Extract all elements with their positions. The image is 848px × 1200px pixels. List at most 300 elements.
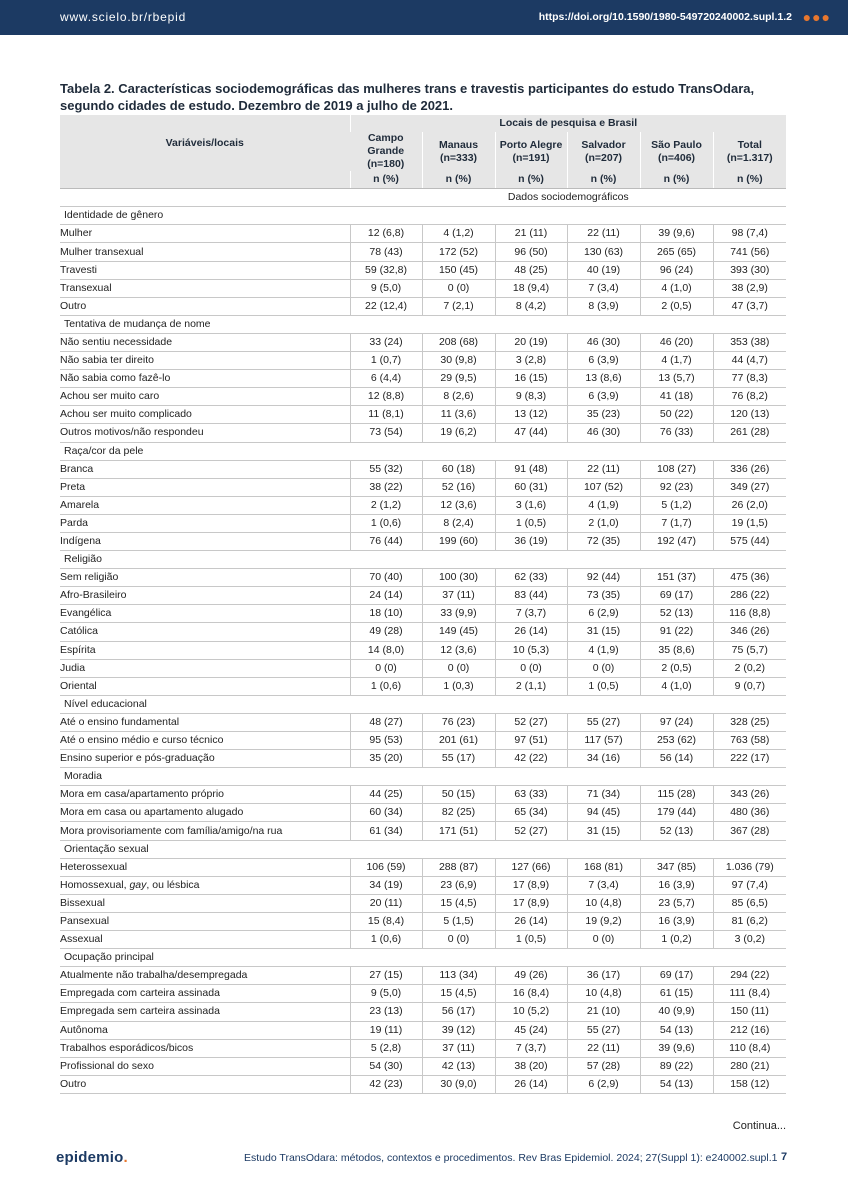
table-row: [60, 985, 786, 1003]
subheader-row: [60, 189, 786, 207]
table-row: [60, 1075, 786, 1093]
value-cell: 1 (0,2): [640, 931, 713, 949]
value-cell: 55 (32): [350, 460, 422, 478]
value-cell: 113 (34): [422, 967, 495, 985]
value-cell: 38 (2,9): [713, 279, 786, 297]
value-cell: 97 (24): [640, 713, 713, 731]
subheader-blank-cell: [60, 189, 350, 207]
value-cell: 353 (38): [713, 333, 786, 351]
np-label: n (%): [350, 171, 422, 189]
row-label: Pansexual: [60, 912, 350, 930]
value-cell: 29 (9,5): [422, 370, 495, 388]
table-row: [60, 659, 786, 677]
value-cell: 52 (16): [422, 478, 495, 496]
table-row: [60, 1039, 786, 1057]
value-cell: 763 (58): [713, 732, 786, 750]
value-cell: 55 (27): [567, 713, 640, 731]
section-row: [60, 768, 786, 786]
row-label: Profissional do sexo: [60, 1057, 350, 1075]
value-cell: 22 (11): [567, 460, 640, 478]
table-row: [60, 460, 786, 478]
value-cell: 208 (68): [422, 333, 495, 351]
table-row: [60, 514, 786, 532]
row-label: Judia: [60, 659, 350, 677]
value-cell: 100 (30): [422, 569, 495, 587]
value-cell: 42 (23): [350, 1075, 422, 1093]
value-cell: 60 (31): [495, 478, 567, 496]
value-cell: 83 (44): [495, 587, 567, 605]
value-cell: 115 (28): [640, 786, 713, 804]
value-cell: 21 (11): [495, 225, 567, 243]
value-cell: 7 (3,7): [495, 1039, 567, 1057]
section-title: Identidade de gênero: [60, 207, 786, 225]
table-row: [60, 370, 786, 388]
value-cell: 2 (0,2): [713, 659, 786, 677]
section-row: [60, 315, 786, 333]
row-label: Não sabia como fazê-lo: [60, 370, 350, 388]
value-cell: 57 (28): [567, 1057, 640, 1075]
journal-url[interactable]: www.scielo.br/rbepid: [60, 10, 187, 24]
value-cell: 5 (1,5): [422, 912, 495, 930]
value-cell: 0 (0): [350, 659, 422, 677]
value-cell: 107 (52): [567, 478, 640, 496]
value-cell: 1.036 (79): [713, 858, 786, 876]
table-row: [60, 912, 786, 930]
value-cell: 261 (28): [713, 424, 786, 442]
value-cell: 91 (48): [495, 460, 567, 478]
value-cell: 4 (1,7): [640, 352, 713, 370]
table-row: [60, 804, 786, 822]
value-cell: 2 (1,1): [495, 677, 567, 695]
locations-header: Locais de pesquisa e Brasil: [350, 115, 786, 132]
value-cell: 741 (56): [713, 243, 786, 261]
value-cell: 265 (65): [640, 243, 713, 261]
table-row: [60, 388, 786, 406]
value-cell: 9 (5,0): [350, 985, 422, 1003]
value-cell: 78 (43): [350, 243, 422, 261]
value-cell: 6 (2,9): [567, 1075, 640, 1093]
section-title: Moradia: [60, 768, 786, 786]
row-label: Católica: [60, 623, 350, 641]
value-cell: 15 (4,5): [422, 894, 495, 912]
value-cell: 0 (0): [422, 931, 495, 949]
value-cell: 31 (15): [567, 623, 640, 641]
value-cell: 116 (8,8): [713, 605, 786, 623]
value-cell: 12 (3,6): [422, 641, 495, 659]
value-cell: 65 (34): [495, 804, 567, 822]
value-cell: 71 (34): [567, 786, 640, 804]
top-banner: [0, 0, 848, 35]
value-cell: 0 (0): [495, 659, 567, 677]
value-cell: 168 (81): [567, 858, 640, 876]
value-cell: 46 (30): [567, 333, 640, 351]
row-label: Evangélica: [60, 605, 350, 623]
table-row: [60, 478, 786, 496]
value-cell: 21 (10): [567, 1003, 640, 1021]
row-label: Travesti: [60, 261, 350, 279]
table-row: [60, 931, 786, 949]
value-cell: 94 (45): [567, 804, 640, 822]
row-label: Até o ensino fundamental: [60, 713, 350, 731]
value-cell: 127 (66): [495, 858, 567, 876]
value-cell: 1 (0,7): [350, 352, 422, 370]
value-cell: 92 (44): [567, 569, 640, 587]
table-row: [60, 587, 786, 605]
value-cell: 10 (5,2): [495, 1003, 567, 1021]
row-label: Trabalhos esporádicos/bicos: [60, 1039, 350, 1057]
value-cell: 33 (24): [350, 333, 422, 351]
value-cell: 349 (27): [713, 478, 786, 496]
table-row: [60, 605, 786, 623]
value-cell: 12 (3,6): [422, 496, 495, 514]
value-cell: 36 (19): [495, 532, 567, 550]
table-row: [60, 297, 786, 315]
value-cell: 33 (9,9): [422, 605, 495, 623]
value-cell: 23 (6,9): [422, 876, 495, 894]
table-row: [60, 424, 786, 442]
section-title: Ocupação principal: [60, 949, 786, 967]
value-cell: 59 (32,8): [350, 261, 422, 279]
subheader-label: Dados sociodemográficos: [350, 189, 786, 207]
np-label: n (%): [640, 171, 713, 189]
value-cell: 2 (0,5): [640, 297, 713, 315]
row-label: Afro-Brasileiro: [60, 587, 350, 605]
value-cell: 75 (5,7): [713, 641, 786, 659]
value-cell: 69 (17): [640, 587, 713, 605]
value-cell: 76 (33): [640, 424, 713, 442]
value-cell: 9 (8,3): [495, 388, 567, 406]
value-cell: 393 (30): [713, 261, 786, 279]
value-cell: 575 (44): [713, 532, 786, 550]
value-cell: 0 (0): [567, 659, 640, 677]
value-cell: 98 (7,4): [713, 225, 786, 243]
value-cell: 26 (14): [495, 1075, 567, 1093]
value-cell: 34 (19): [350, 876, 422, 894]
row-label: Sem religião: [60, 569, 350, 587]
value-cell: 10 (4,8): [567, 894, 640, 912]
continued-note: Continua...: [732, 1120, 786, 1132]
value-cell: 61 (15): [640, 985, 713, 1003]
value-cell: 347 (85): [640, 858, 713, 876]
value-cell: 77 (8,3): [713, 370, 786, 388]
section-row: [60, 551, 786, 569]
value-cell: 149 (45): [422, 623, 495, 641]
value-cell: 63 (33): [495, 786, 567, 804]
value-cell: 0 (0): [422, 659, 495, 677]
value-cell: 328 (25): [713, 713, 786, 731]
table-row: [60, 532, 786, 550]
value-cell: 150 (11): [713, 1003, 786, 1021]
table-row: [60, 243, 786, 261]
value-cell: 40 (19): [567, 261, 640, 279]
table-row: [60, 261, 786, 279]
value-cell: 60 (34): [350, 804, 422, 822]
value-cell: 192 (47): [640, 532, 713, 550]
row-label: Transexual: [60, 279, 350, 297]
row-label: Ensino superior e pós-graduação: [60, 750, 350, 768]
row-label: Preta: [60, 478, 350, 496]
value-cell: 22 (11): [567, 1039, 640, 1057]
value-cell: 19 (6,2): [422, 424, 495, 442]
value-cell: 17 (8,9): [495, 876, 567, 894]
value-cell: 108 (27): [640, 460, 713, 478]
value-cell: 3 (2,8): [495, 352, 567, 370]
value-cell: 39 (12): [422, 1021, 495, 1039]
value-cell: 46 (30): [567, 424, 640, 442]
value-cell: 44 (4,7): [713, 352, 786, 370]
value-cell: 16 (3,9): [640, 912, 713, 930]
doi-link[interactable]: https://doi.org/10.1590/1980-549720240002.supl.1.2: [538, 11, 792, 23]
value-cell: 47 (44): [495, 424, 567, 442]
value-cell: 52 (27): [495, 822, 567, 840]
value-cell: 31 (15): [567, 822, 640, 840]
value-cell: 179 (44): [640, 804, 713, 822]
row-label: Mulher: [60, 225, 350, 243]
value-cell: 30 (9,0): [422, 1075, 495, 1093]
table-row: [60, 279, 786, 297]
value-cell: 50 (22): [640, 406, 713, 424]
value-cell: 16 (15): [495, 370, 567, 388]
table-row: [60, 1021, 786, 1039]
value-cell: 201 (61): [422, 732, 495, 750]
value-cell: 89 (22): [640, 1057, 713, 1075]
table-row: [60, 732, 786, 750]
value-cell: 35 (20): [350, 750, 422, 768]
value-cell: 72 (35): [567, 532, 640, 550]
table-row: [60, 876, 786, 894]
row-label: Outro: [60, 1075, 350, 1093]
value-cell: 9 (0,7): [713, 677, 786, 695]
value-cell: 37 (11): [422, 1039, 495, 1057]
value-cell: 30 (9,8): [422, 352, 495, 370]
value-cell: 39 (9,6): [640, 225, 713, 243]
table-row: [60, 1003, 786, 1021]
value-cell: 40 (9,9): [640, 1003, 713, 1021]
value-cell: 49 (26): [495, 967, 567, 985]
row-label: Até o ensino médio e curso técnico: [60, 732, 350, 750]
value-cell: 14 (8,0): [350, 641, 422, 659]
value-cell: 1 (0,5): [495, 931, 567, 949]
value-cell: 294 (22): [713, 967, 786, 985]
value-cell: 199 (60): [422, 532, 495, 550]
value-cell: 343 (26): [713, 786, 786, 804]
value-cell: 54 (30): [350, 1057, 422, 1075]
row-label: Branca: [60, 460, 350, 478]
row-label: Outro: [60, 297, 350, 315]
value-cell: 35 (8,6): [640, 641, 713, 659]
row-label: Não sentiu necessidade: [60, 333, 350, 351]
section-title: Nível educacional: [60, 695, 786, 713]
value-cell: 35 (23): [567, 406, 640, 424]
row-label: Bissexual: [60, 894, 350, 912]
row-label: Homossexual, gay, ou lésbica: [60, 876, 350, 894]
value-cell: 56 (17): [422, 1003, 495, 1021]
column-header: Campo Grande (n=180): [350, 132, 422, 171]
value-cell: 38 (20): [495, 1057, 567, 1075]
value-cell: 286 (22): [713, 587, 786, 605]
value-cell: 19 (1,5): [713, 514, 786, 532]
value-cell: 0 (0): [567, 931, 640, 949]
value-cell: 42 (22): [495, 750, 567, 768]
value-cell: 336 (26): [713, 460, 786, 478]
table-row: [60, 333, 786, 351]
value-cell: 106 (59): [350, 858, 422, 876]
table-row: [60, 967, 786, 985]
footer-citation: Estudo TransOdara: métodos, contextos e procedimentos. Rev Bras Epidemiol. 2024; 27(Suppl 1): e240002.supl.1: [244, 1152, 778, 1164]
value-cell: 4 (1,9): [567, 641, 640, 659]
value-cell: 6 (3,9): [567, 352, 640, 370]
section-row: [60, 207, 786, 225]
value-cell: 82 (25): [422, 804, 495, 822]
value-cell: 7 (3,4): [567, 279, 640, 297]
data-table: [60, 115, 786, 1094]
row-label: Indígena: [60, 532, 350, 550]
value-cell: 5 (1,2): [640, 496, 713, 514]
section-row: [60, 442, 786, 460]
value-cell: 92 (23): [640, 478, 713, 496]
table-row: [60, 569, 786, 587]
value-cell: 2 (1,0): [567, 514, 640, 532]
value-cell: 95 (53): [350, 732, 422, 750]
value-cell: 62 (33): [495, 569, 567, 587]
section-title: Raça/cor da pele: [60, 442, 786, 460]
value-cell: 17 (8,9): [495, 894, 567, 912]
table-title: Tabela 2. Características sociodemográficas das mulheres trans e travestis participantes do estudo TransOdara, segundo cidades de estudo. Dezembro de 2019 a julho de 2021.: [60, 81, 755, 113]
row-label: Parda: [60, 514, 350, 532]
value-cell: 76 (44): [350, 532, 422, 550]
value-cell: 117 (57): [567, 732, 640, 750]
np-label: n (%): [495, 171, 567, 189]
section-title: Tentativa de mudança de nome: [60, 315, 786, 333]
value-cell: 97 (7,4): [713, 876, 786, 894]
value-cell: 61 (34): [350, 822, 422, 840]
table-row: [60, 496, 786, 514]
value-cell: 8 (3,9): [567, 297, 640, 315]
value-cell: 44 (25): [350, 786, 422, 804]
value-cell: 1 (0,6): [350, 677, 422, 695]
column-header: Manaus (n=333): [422, 132, 495, 171]
column-header: Salvador (n=207): [567, 132, 640, 171]
row-label: Espírita: [60, 641, 350, 659]
value-cell: 54 (13): [640, 1021, 713, 1039]
value-cell: 2 (1,2): [350, 496, 422, 514]
np-blank-cell: [60, 171, 350, 189]
value-cell: 7 (1,7): [640, 514, 713, 532]
table-row: [60, 894, 786, 912]
value-cell: 60 (18): [422, 460, 495, 478]
value-cell: 22 (12,4): [350, 297, 422, 315]
value-cell: 24 (14): [350, 587, 422, 605]
value-cell: 288 (87): [422, 858, 495, 876]
value-cell: 4 (1,0): [640, 279, 713, 297]
value-cell: 55 (27): [567, 1021, 640, 1039]
value-cell: 4 (1,2): [422, 225, 495, 243]
value-cell: 69 (17): [640, 967, 713, 985]
row-label: Mora em casa ou apartamento alugado: [60, 804, 350, 822]
row-label: Heterossexual: [60, 858, 350, 876]
value-cell: 85 (6,5): [713, 894, 786, 912]
value-cell: 3 (0,2): [713, 931, 786, 949]
value-cell: 8 (2,6): [422, 388, 495, 406]
value-cell: 27 (15): [350, 967, 422, 985]
section-title: Religião: [60, 551, 786, 569]
table-row: [60, 713, 786, 731]
epidemio-logo: epidemio.: [56, 1149, 128, 1166]
value-cell: 9 (5,0): [350, 279, 422, 297]
value-cell: 52 (13): [640, 605, 713, 623]
value-cell: 15 (8,4): [350, 912, 422, 930]
row-label: Outros motivos/não respondeu: [60, 424, 350, 442]
value-cell: 222 (17): [713, 750, 786, 768]
value-cell: 52 (13): [640, 822, 713, 840]
value-cell: 55 (17): [422, 750, 495, 768]
value-cell: 1 (0,5): [567, 677, 640, 695]
value-cell: 2 (0,5): [640, 659, 713, 677]
value-cell: 96 (24): [640, 261, 713, 279]
value-cell: 26 (2,0): [713, 496, 786, 514]
value-cell: 1 (0,6): [350, 931, 422, 949]
value-cell: 130 (63): [567, 243, 640, 261]
value-cell: 52 (27): [495, 713, 567, 731]
row-label: Mora provisoriamente com família/amigo/na rua: [60, 822, 350, 840]
page-number: 7: [781, 1151, 788, 1163]
value-cell: 120 (13): [713, 406, 786, 424]
value-cell: 172 (52): [422, 243, 495, 261]
value-cell: 8 (2,4): [422, 514, 495, 532]
table-row: [60, 750, 786, 768]
value-cell: 81 (6,2): [713, 912, 786, 930]
table-row: [60, 786, 786, 804]
row-label: Autônoma: [60, 1021, 350, 1039]
value-cell: 36 (17): [567, 967, 640, 985]
table-row: [60, 352, 786, 370]
table-row: [60, 641, 786, 659]
value-cell: 48 (25): [495, 261, 567, 279]
value-cell: 16 (8,4): [495, 985, 567, 1003]
value-cell: 0 (0): [422, 279, 495, 297]
value-cell: 37 (11): [422, 587, 495, 605]
value-cell: 11 (3,6): [422, 406, 495, 424]
table-row: [60, 858, 786, 876]
value-cell: 13 (12): [495, 406, 567, 424]
table-row: [60, 1057, 786, 1075]
value-cell: 91 (22): [640, 623, 713, 641]
value-cell: 50 (15): [422, 786, 495, 804]
value-cell: 96 (50): [495, 243, 567, 261]
variables-header: Variáveis/locais: [60, 115, 350, 171]
value-cell: 38 (22): [350, 478, 422, 496]
value-cell: 158 (12): [713, 1075, 786, 1093]
value-cell: 26 (14): [495, 623, 567, 641]
row-label: Assexual: [60, 931, 350, 949]
value-cell: 16 (3,9): [640, 876, 713, 894]
value-cell: 4 (1,0): [640, 677, 713, 695]
value-cell: 73 (54): [350, 424, 422, 442]
value-cell: 42 (13): [422, 1057, 495, 1075]
value-cell: 280 (21): [713, 1057, 786, 1075]
value-cell: 76 (23): [422, 713, 495, 731]
value-cell: 26 (14): [495, 912, 567, 930]
value-cell: 1 (0,6): [350, 514, 422, 532]
value-cell: 111 (8,4): [713, 985, 786, 1003]
value-cell: 41 (18): [640, 388, 713, 406]
row-label: Oriental: [60, 677, 350, 695]
value-cell: 150 (45): [422, 261, 495, 279]
value-cell: 76 (8,2): [713, 388, 786, 406]
table-row: [60, 623, 786, 641]
value-cell: 49 (28): [350, 623, 422, 641]
value-cell: 22 (11): [567, 225, 640, 243]
